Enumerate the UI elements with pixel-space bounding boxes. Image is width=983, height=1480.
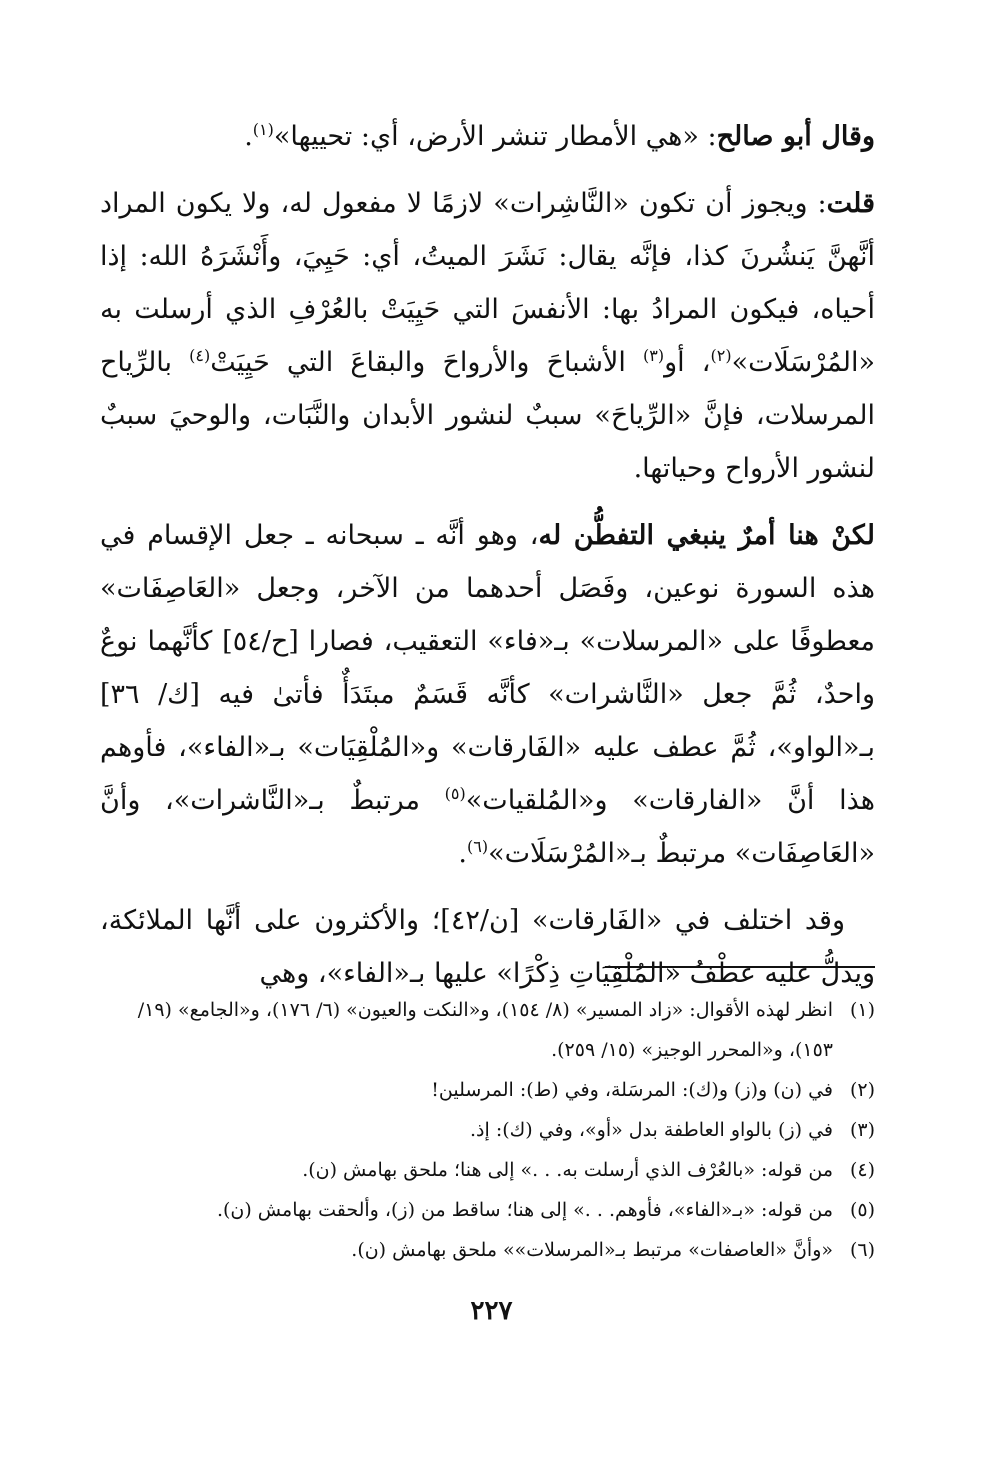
footnote-text: انظر لهذه الأقوال: «زاد المسير» (٨/ ١٥٤)، و«النكت والعيون» (٦/ ١٧٦)، و«الجامع» (١٩/ ١٥٣)، و«المحرر الوجيز» (١٥/ ٢٥٩). (137, 999, 833, 1061)
paragraph-tail: بالرِّياح المرسلات، فإنَّ «الرِّياحَ» سببٌ لنشور الأبدان والنَّبَات، والوحيَ سببٌ لنشور الأرواح وحياتها. (100, 347, 875, 484)
footnote-number: (٢) (849, 1079, 875, 1101)
paragraph-lead: قلت (826, 188, 875, 219)
footnote-text: في (ز) بالواو العاطفة بدل «أو»، وفي (ك): إذ. (470, 1119, 833, 1141)
page-number: ٢٢٧ (470, 1296, 513, 1326)
paragraph-2 (100, 177, 875, 495)
footnotes (100, 990, 875, 1270)
footnote-divider (605, 966, 875, 968)
footnote-number: (٣) (849, 1119, 875, 1141)
footnote-ref: (٢) (710, 346, 732, 365)
paragraph-lead: لكنْ هنا أمرٌ ينبغي التفطُّن له (538, 520, 875, 551)
footnote-text: في (ن) و(ز) و(ك): المرسَلة، وفي (ط): المرسلين! (431, 1079, 833, 1101)
paragraph-text: ، وهو أنَّه ـ سبحانه ـ جعل الإقسام في هذه السورة نوعين، وفَصَل أحدهما من الآخر، وجعل «العَاصِفَات» معطوفًا على «المرسلات» بـ«فاء» التعقيب، فصارا [ح/٥٤] كأنَّهما نوعٌ واحدٌ، ثُمَّ جعل «النَّاشرات» كأنَّه قَسَمٌ مبتَدَأٌ فأتىٰ فيه [ك/ ٣٦] بـ«الواو»، ثُمَّ عطف عليه «الفَارقات» و«المُلْقِيَات» بـ«الفاء»، فأوهم هذا أنَّ «الفارقات» و«المُلقيات» (100, 520, 875, 816)
paragraph-3 (100, 509, 875, 880)
footnote (100, 1230, 875, 1270)
footnote-ref: (٤) (189, 346, 211, 365)
main-text (100, 110, 875, 1014)
paragraph-4 (100, 894, 875, 1000)
footnote (100, 1190, 875, 1230)
footnote (100, 990, 875, 1070)
footnote-ref: (٣) (642, 346, 665, 365)
paragraph-text: : ويجوز أن تكون «النَّاشِرات» لازمًا لا مفعول له، ولا يكون المراد أنَّهنَّ يَنشُرنَ كذا، فإنَّه يقال: نَشَرَ الميتُ، أي: حَيِيَ، وأَنْشَرَهُ الله: إذا أحياه، فيكون المرادُ بها: الأنفسَ التي حَيِيَتْ بالعُرْفِ الذي أرسلت به «المُرْسَلَات» (100, 188, 875, 378)
paragraph-1 (100, 110, 875, 163)
footnote-text: من قوله: «بالعُرْف الذي أرسلت به. . .» إلى هنا؛ ملحق بهامش (ن). (302, 1159, 833, 1181)
footnote (100, 1070, 875, 1110)
paragraph-tail: . (458, 838, 467, 869)
footnote-text: «وأنَّ «العاصفات» مرتبط بـ«المرسلات»» ملحق بهامش (ن). (351, 1239, 833, 1261)
footnote-number: (١) (849, 999, 875, 1021)
paragraph-text: : «هي الأمطار تنشر الأرض، أي: تحييها» (273, 121, 717, 152)
paragraph-text: ، أو (664, 347, 711, 378)
paragraph-lead: وقال أبو صالح (716, 121, 875, 152)
paragraph-tail: . (244, 121, 253, 152)
paragraph-text: وقد اختلف في «الفَارقات» [ن/٤٢]؛ والأكثرون على أنَّها الملائكة، ويدلُّ عليه عطْفُ «المُلْقِيَاتِ ذِكْرًا» عليها بـ«الفاء»، وهي (100, 905, 875, 989)
footnote (100, 1110, 875, 1150)
footnote-ref: (٦) (466, 837, 489, 856)
footnote (100, 1150, 875, 1190)
footnote-number: (٥) (849, 1199, 875, 1221)
footnote-number: (٤) (849, 1159, 875, 1181)
footnote-ref: (١) (252, 120, 274, 139)
paragraph-text: الأشباحَ والأرواحَ والبقاعَ التي حَيِيَتْ (210, 347, 643, 378)
footnote-number: (٦) (849, 1239, 875, 1261)
footnote-text: من قوله: «بـ«الفاء»، فأوهم. . .» إلى هنا؛ ساقط من (ز)، وألحقت بهامش (ن). (216, 1199, 833, 1221)
footnote-ref: (٥) (444, 784, 466, 803)
paragraph-text: مرتبطٌ بـ«النَّاشرات»، وأنَّ «العَاصِفَات» مرتبطٌ بـ«المُرْسَلَات» (100, 785, 875, 869)
